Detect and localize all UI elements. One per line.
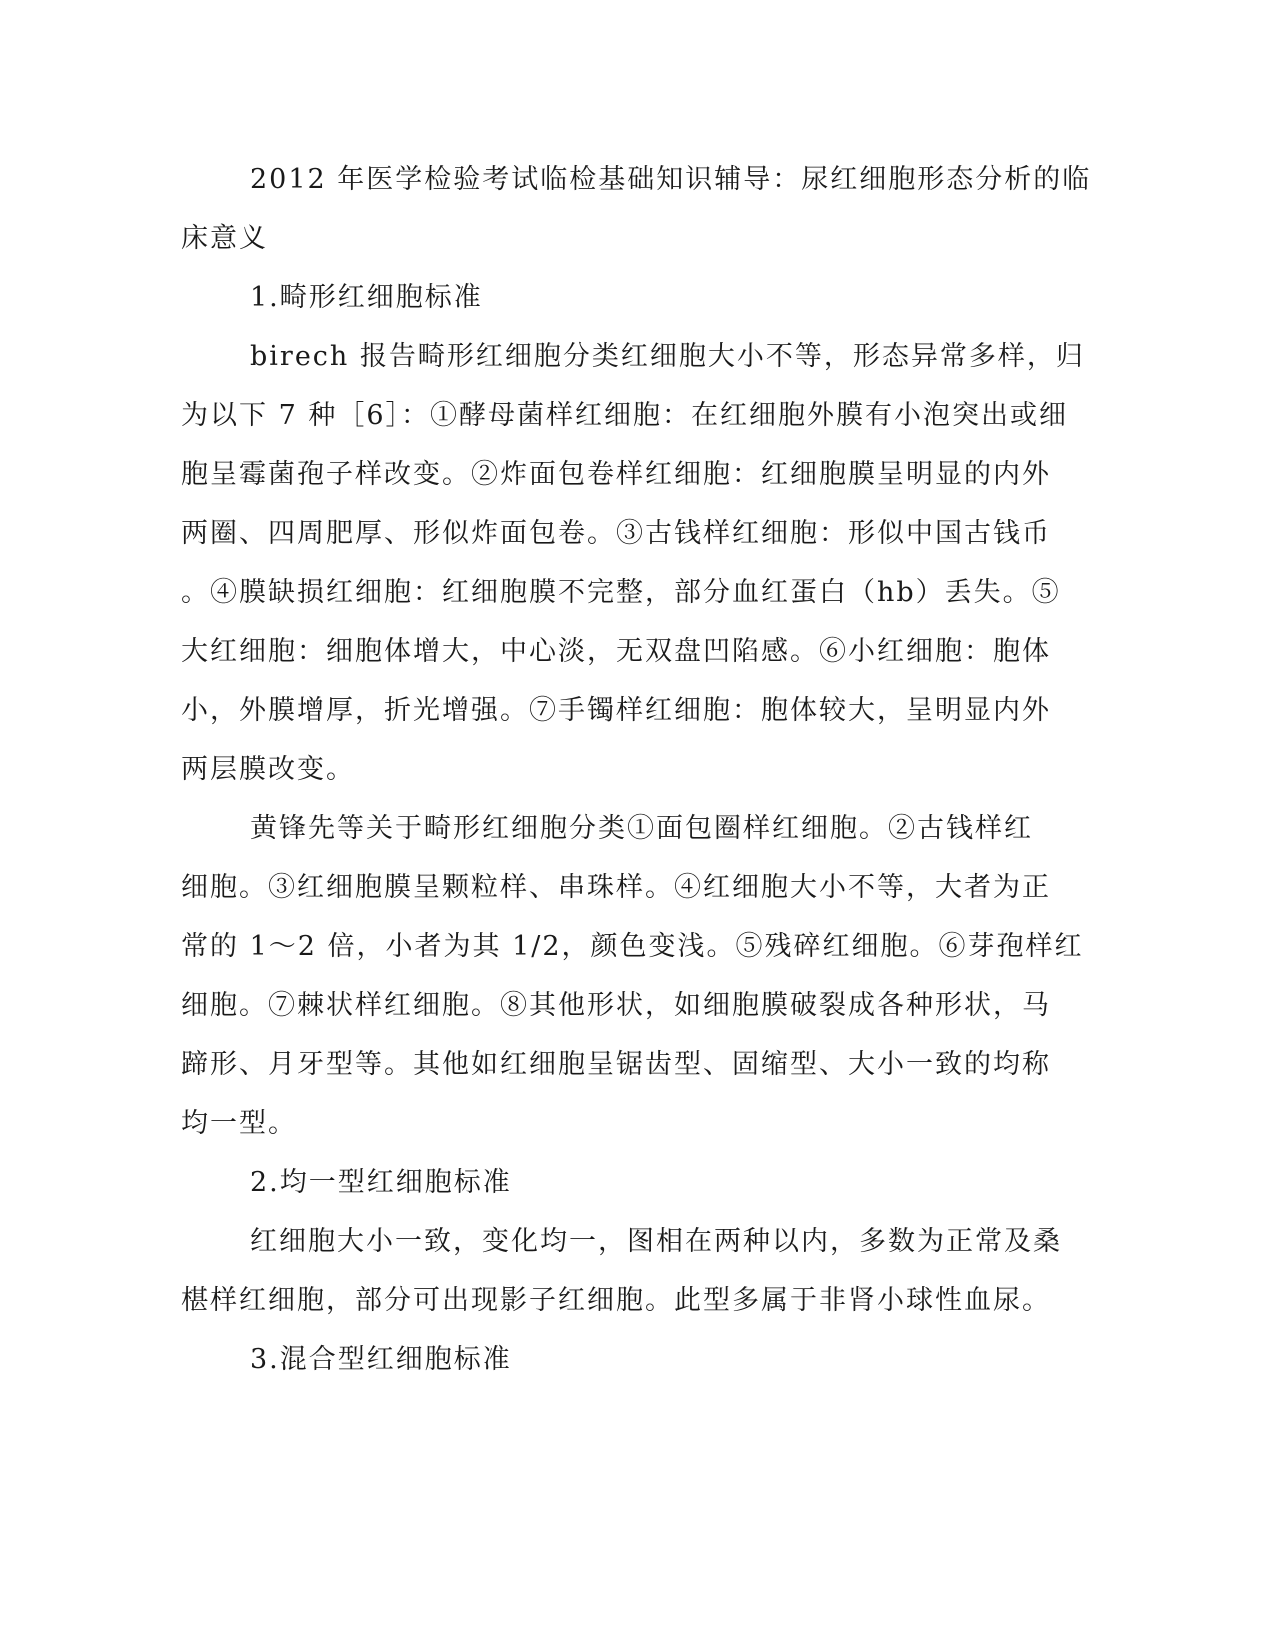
document-body — [181, 150, 1092, 1389]
section-heading-1: 1.畸形红细胞标准 — [250, 282, 483, 313]
paragraph-line: 红细胞大小一致，变化均一，图相在两种以内，多数为正常及桑 — [250, 1226, 1062, 1257]
title-line-1: 2012 年医学检验考试临检基础知识辅导：尿红细胞形态分析的临 — [250, 164, 1092, 195]
paragraph-line: 胞呈霉菌孢子样改变。②炸面包卷样红细胞：红细胞膜呈明显的内外 — [181, 459, 1051, 490]
paragraph-line: 黄锋先等关于畸形红细胞分类①面包圈样红细胞。②古钱样红 — [250, 813, 1033, 844]
paragraph-line: 细胞。⑦棘状样红细胞。⑧其他形状，如细胞膜破裂成各种形状，马 — [181, 990, 1051, 1021]
paragraph-line: 两圈、四周肥厚、形似炸面包卷。③古钱样红细胞：形似中国古钱币 — [181, 518, 1051, 549]
paragraph-line: 小，外膜增厚，折光增强。⑦手镯样红细胞：胞体较大，呈明显内外 — [181, 695, 1051, 726]
paragraph-line: 为以下 7 种［6］：①酵母菌样红细胞：在红细胞外膜有小泡突出或细 — [181, 400, 1069, 431]
paragraph-line: 细胞。③红细胞膜呈颗粒样、串珠样。④红细胞大小不等，大者为正 — [181, 872, 1051, 903]
paragraph-line: 蹄形、月牙型等。其他如红细胞呈锯齿型、固缩型、大小一致的均称 — [181, 1049, 1051, 1080]
paragraph-line: 两层膜改变。 — [181, 754, 355, 785]
paragraph-line: 常的 1～2 倍，小者为其 1/2，颜色变浅。⑤残碎红细胞。⑥芽孢样红 — [181, 931, 1084, 962]
paragraph-line: 大红细胞：细胞体增大，中心淡，无双盘凹陷感。⑥小红细胞：胞体 — [181, 636, 1051, 667]
paragraph-line: 。④膜缺损红细胞：红细胞膜不完整，部分血红蛋白（hb）丢失。⑤ — [181, 577, 1061, 608]
title-line-2: 床意义 — [181, 223, 268, 254]
section-heading-3: 3.混合型红细胞标准 — [250, 1344, 512, 1375]
paragraph-line: birech 报告畸形红细胞分类红细胞大小不等，形态异常多样，归 — [250, 341, 1085, 372]
paragraph-line: 均一型。 — [181, 1108, 297, 1139]
paragraph-line: 椹样红细胞，部分可出现影子红细胞。此型多属于非肾小球性血尿。 — [181, 1285, 1051, 1316]
section-heading-2: 2.均一型红细胞标准 — [250, 1167, 512, 1198]
